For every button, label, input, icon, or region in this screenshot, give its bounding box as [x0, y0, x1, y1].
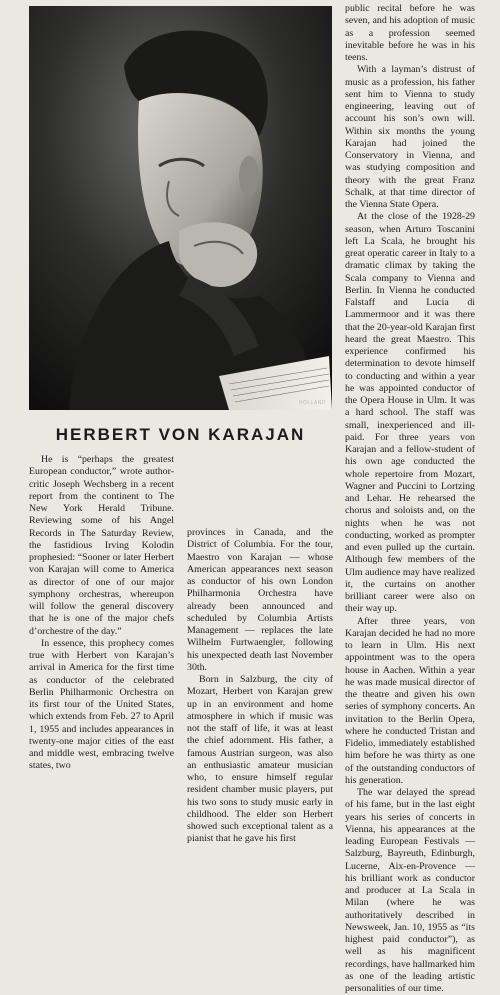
right-column — [345, 3, 475, 995]
paragraph: The war delayed the spread of his fame, but in the last eight years his series of concerts in Vienna, his appearances at the leading European Festivals — Salzburg, Bayreuth, Edinburgh, Lucerne, Aix-en-Provence — his brilliant work as conductor and producer at La Scala in Milan (where he was authoritatively described in Newsweek, Jan. 10, 1955 as “its highest paid conductor”), as well as his magnificent recordings, have hallmarked him as one of the leading artistic personalities of our time. — [345, 787, 475, 994]
paragraph: public recital before he was seven, and his adoption of music as a profession seemed inevitable before he was in his teens. — [345, 3, 475, 63]
paragraph: provinces in Canada, and the District of Columbia. For the tour, Maestro von Karajan — whose American appearances next season as conductor of his own London Philharmonia Orchestra have already been announced and scheduled by Columbia Artists Management — replaces the late Wilhelm Furtwaengler, following his unexpected death last November 30th. — [187, 527, 333, 673]
photo-credit: HOLLAND — [298, 400, 326, 406]
paragraph: In essence, this prophecy comes true with Herbert von Karajan’s arrival in America for the first time as conductor of the celebrated Berlin Philharmonic Orchestra on its first tour of the United States, which extends from Feb. 27 to April 1, 1955 and includes appearances in twenty-one major cities of the east and middle west, embracing twelve states, two — [29, 637, 174, 772]
left-column — [29, 454, 174, 773]
paragraph: He is “perhaps the greatest European conductor,” wrote author-critic Joseph Wechsberg in a recent report from the continent to The New York Herald Tribune. Reviewing some of his Angel Records in The Saturday Review, the fastidious Irving Kolodin prophesied: “Sooner or later Herbert von Karajan will come to America as director of one of our major symphony orchestras, whereupon will follow the general discovery that he is one of the major chefs d’orchestre of the day.” — [29, 454, 174, 637]
article-title: HERBERT VON KARAJAN — [55, 425, 306, 444]
paragraph: Born in Salzburg, the city of Mozart, Herbert von Karajan grew up in an environment and home atmosphere in which if music was not the staff of life, it was at least the chief adornment. His father, a famous Austrian surgeon, was also an enthusiastic amateur musician who, to ensure himself regular resident chamber music players, put his two sons to study music early in childhood. The elder son Herbert showed such exceptional talent as a pianist that he gave his first — [187, 674, 333, 845]
karajan-portrait-photo — [29, 6, 332, 410]
paragraph: After three years, von Karajan decided he had no more to learn in Ulm. His next appointment was to the opera house in Aachen. Within a year he was made musical director of the theatre and given his own series of symphony concerts. An invitation to the Berlin Opera, where he conducted Tristan and Fidelio, immediately established him before he was thirty as one of the outstanding conductors of his generation. — [345, 615, 475, 786]
paragraph: At the close of the 1928-29 season, when Arturo Toscanini left La Scala, he brought his great operatic career in Italy to a dramatic climax by taking the Scala company to Vienna and Berlin. In Vienna he conducted Falstaff and Lucia di Lammermoor and it was there that the 20-year-old Karajan first heard the great Maestro. This experience confirmed his determination to devote himself to conducting and within a year he was appointed conductor of the Opera House in Ulm. It was a hard school. The staff was small, inexperienced and ill-paid. For three years von Karajan and a fellow-student of his own age conducted the whole repertoire from Mozart, Wagner and Puccini to Lortzing and Lehar. He rehearsed the chorus and soloists and, on the nights when he was not conducting, worked as prompter and even pulled up the curtain. Although few members of the Ulm audience may have realized it, the curtains on another brilliant career were also on their way up. — [345, 211, 475, 615]
middle-column — [187, 527, 333, 846]
portrait-illustration — [29, 6, 332, 410]
paragraph: With a layman’s distrust of music as a profession, his father sent him to Vienna to study engineering, leaving out of account his son’s own will. Within six months the young Karajan had joined the Conservatory in Vienna, and was studying composition and theory with the great Franz Schalk, at that time director of the Vienna State Opera. — [345, 64, 475, 210]
